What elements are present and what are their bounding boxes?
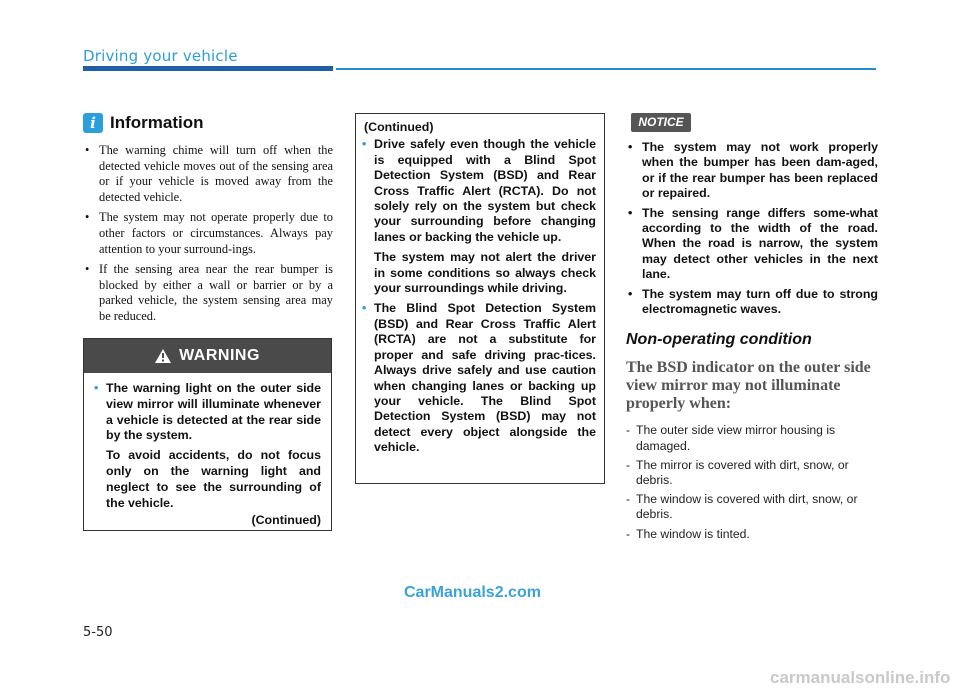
continued-sub-text: The system may not alert the driver in some conditions so always check your surroundings while driving.	[374, 250, 596, 296]
bullet-dot: •	[362, 301, 367, 316]
info-icon: i	[83, 113, 103, 133]
information-section	[83, 113, 333, 330]
non-operating-item: - The outer side view mirror housing is damaged.	[626, 423, 878, 453]
watermark-corner: carmanualsonline.info	[770, 668, 951, 687]
section-title: Driving your vehicle	[83, 47, 238, 65]
watermark-link[interactable]: CarManuals2.com	[404, 584, 541, 601]
non-operating-item: - The window is covered with dirt, snow, or debris.	[626, 492, 878, 522]
warning-item-text: The warning light on the outer side view mirror will illuminate whenever a vehicle is detected at the rear side by the system.	[106, 381, 321, 443]
notice-item: • The system may not work properly when the bumper has been dam-aged, or if the rear bumper has been replaced or repaired.	[626, 140, 878, 202]
continued-label: (Continued)	[251, 513, 321, 528]
notice-item: • The system may turn off due to strong electromagnetic waves.	[626, 287, 878, 318]
information-header	[83, 113, 333, 133]
header-bar-light	[336, 68, 876, 70]
warning-sub-text: To avoid accidents, do not focus only on the warning light and neglect to see the surrounding of the vehicle.	[106, 448, 321, 510]
information-list	[83, 143, 333, 325]
continued-box	[355, 113, 605, 484]
bullet-dot: •	[362, 137, 367, 152]
warning-box	[83, 338, 332, 531]
non-operating-item: - The mirror is covered with dirt, snow, or debris.	[626, 458, 878, 488]
non-operating-subheading: The BSD indicator on the outer side view mirror may not illuminate properly when:	[626, 359, 871, 413]
warning-header	[84, 339, 331, 373]
continued-item-text: Drive safely even though the vehicle is equipped with a Blind Spot Detection System (BSD) and Rear Cross Traffic Alert (RCTA). Do not solely rely on the system but check your surrounding before changing lanes or backing the vehicle up.	[374, 137, 596, 244]
notice-item: • The sensing range differs some-what according to the width of the road. When the road is narrow, the system may detect other vehicles in the next lane.	[626, 206, 878, 283]
warning-triangle-icon	[155, 349, 171, 363]
notice-section	[626, 140, 878, 546]
page-number: 5-50	[83, 625, 113, 640]
header-bar-dark	[83, 66, 333, 71]
non-operating-heading: Non-operating condition	[626, 331, 812, 349]
notice-badge: NOTICE	[631, 113, 691, 132]
information-item: • The system may not operate properly due to other factors or circumstances. Always pay attention to your surround-ings.	[83, 210, 333, 257]
continued-item	[364, 301, 596, 455]
continued-item-text: The Blind Spot Detection System (BSD) and Rear Cross Traffic Alert (RCTA) are not a substitute for proper and safe driving prac-tices. Always drive safely and use caution when changing lanes or backing up your vehicle. The Blind Spot Detection System (BSD) may not detect every object alongside the vehicle.	[374, 301, 596, 455]
warning-item	[96, 381, 321, 444]
information-item: • The warning chime will turn off when the detected vehicle moves out of the sensing area or if your vehicle is moved away from the detected vehicle.	[83, 143, 333, 205]
information-title: Information	[110, 113, 204, 132]
bullet-dot: •	[94, 381, 99, 395]
warning-body	[84, 373, 331, 529]
notice-list	[626, 140, 878, 317]
information-item: • If the sensing area near the rear bumper is blocked by either a wall or barrier or by a parked vehicle, the system sensing area may be reduced.	[83, 262, 333, 324]
non-operating-list	[626, 423, 878, 541]
warning-title: WARNING	[179, 347, 260, 364]
non-operating-item: - The window is tinted.	[626, 527, 878, 542]
continued-item	[364, 137, 596, 245]
continued-box-label: (Continued)	[364, 120, 434, 134]
